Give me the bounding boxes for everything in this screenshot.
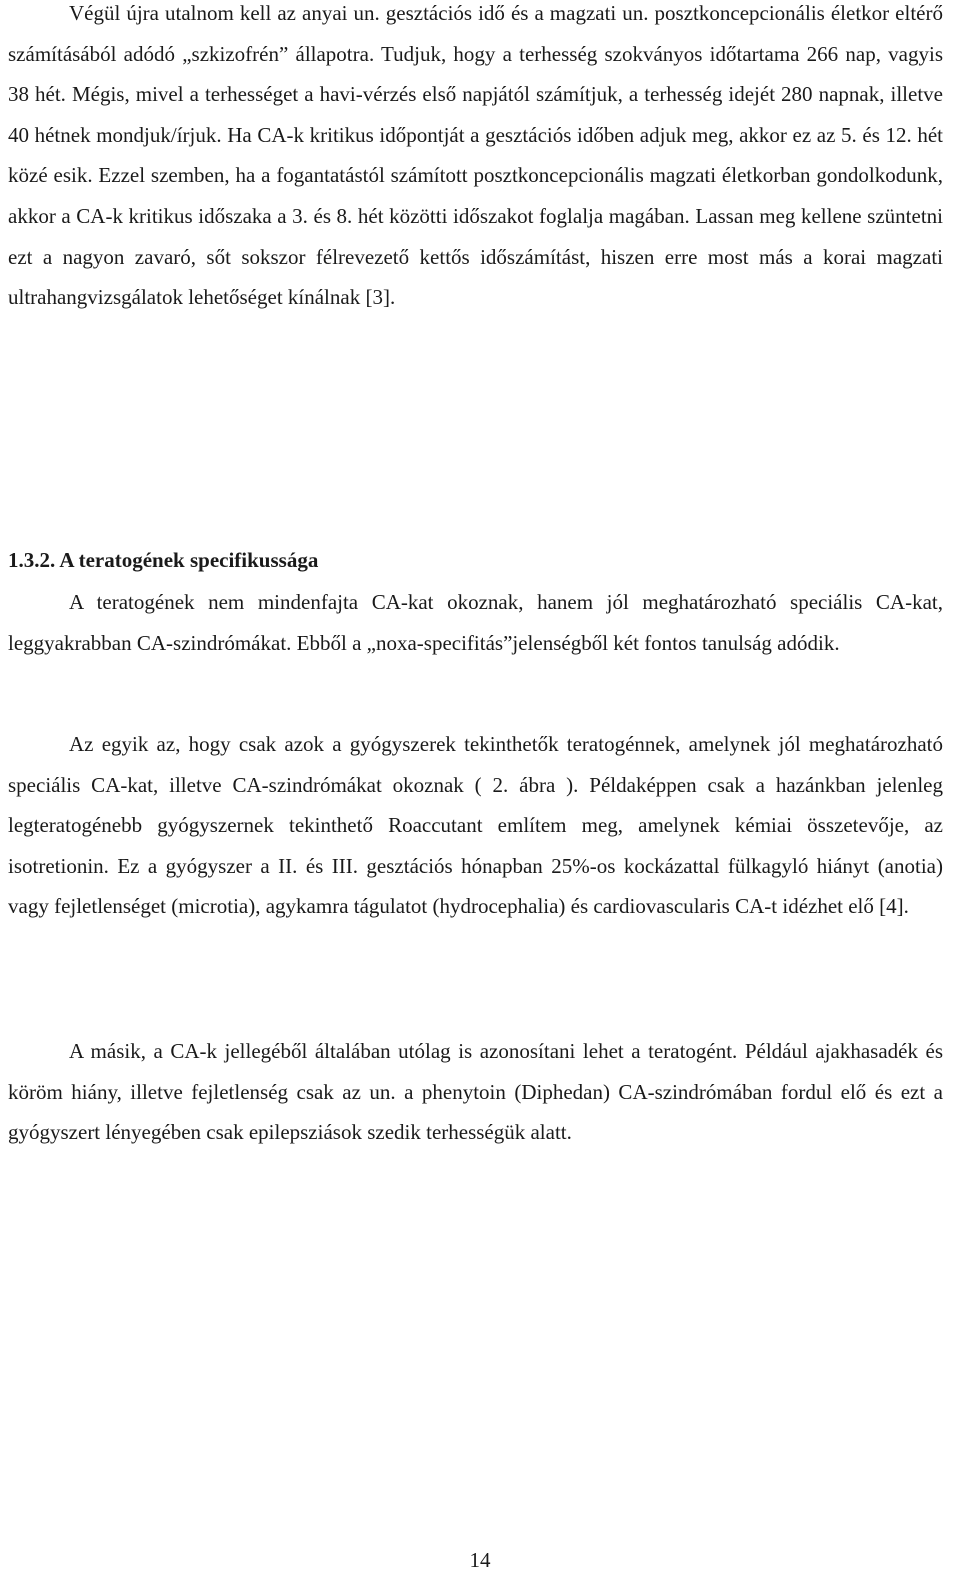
page-number: 14	[469, 1548, 491, 1572]
paragraph-gestational-age: Végül újra utalnom kell az anyai un. gesztációs idő és a magzati un. posztkoncepcionális életkor eltérő számításából adódó „szkizofrén” állapotra. Tudjuk, hogy a terhesség szokványos időtartama 266 nap, vagyis 38 hét. Mégis, mivel a terhességet a havi-vérzés első napjától számítjuk, a terhesség idejét 280 napnak, illetve 40 hétnek mondjuk/írjuk. Ha CA-k kritikus időpontját a gesztációs időben adjuk meg, akkor ez az 5. és 12. hét közé esik. Ezzel szemben, ha a fogantatástól számított posztkoncepcionális magzati életkorban gondolkodunk, akkor a CA-k kritikus időszaka a 3. és 8. hét közötti időszakot foglalja magában. Lassan meg kellene szüntetni ezt a nagyon zavaró, sőt sokszor félrevezető kettős időszámítást, hiszen erre most más a korai magzati ultrahangvizsgálatok lehetőséget kínálnak [3].	[8, 1, 943, 310]
paragraph-first-lesson: Az egyik az, hogy csak azok a gyógyszerek tekinthetők teratogénnek, amelynek jól meghatározható speciális CA-kat, illetve CA-szindrómákat okoznak ( 2. ábra ). Példaképpen csak a hazánkban jelenleg legteratogénebb gyógyszernek tekinthető Roaccutant említem meg, amelynek kémiai összetevője, az isotretionin. Ez a gyógyszer a II. és III. gesztációs hónapban 25%-os kockázattal fülkagyló hiányt (anotia) vagy fejletlenséget (microtia), agykamra tágulatot (hydrocephalia) és cardiovascularis CA-t idézhet elő [4].	[8, 732, 943, 919]
paragraph-teratogen-specificity: A teratogének nem mindenfajta CA-kat okoznak, hanem jól meghatározható speciális CA-kat, leggyakrabban CA-szindrómákat. Ebből a „noxa-specifitás”jelenségből két fontos tanulság adódik.	[8, 590, 943, 655]
paragraph-second-lesson: A másik, a CA-k jellegéből általában utólag is azonosítani lehet a teratogént. Például ajakhasadék és köröm hiány, illetve fejletlenség csak az un. a phenytoin (Diphedan) CA-szindrómában fordul elő és ezt a gyógyszert lényegében csak epilepsziások szedik terhességük alatt.	[8, 1039, 943, 1145]
section-heading: 1.3.2. A teratogének specifikussága	[8, 548, 319, 572]
